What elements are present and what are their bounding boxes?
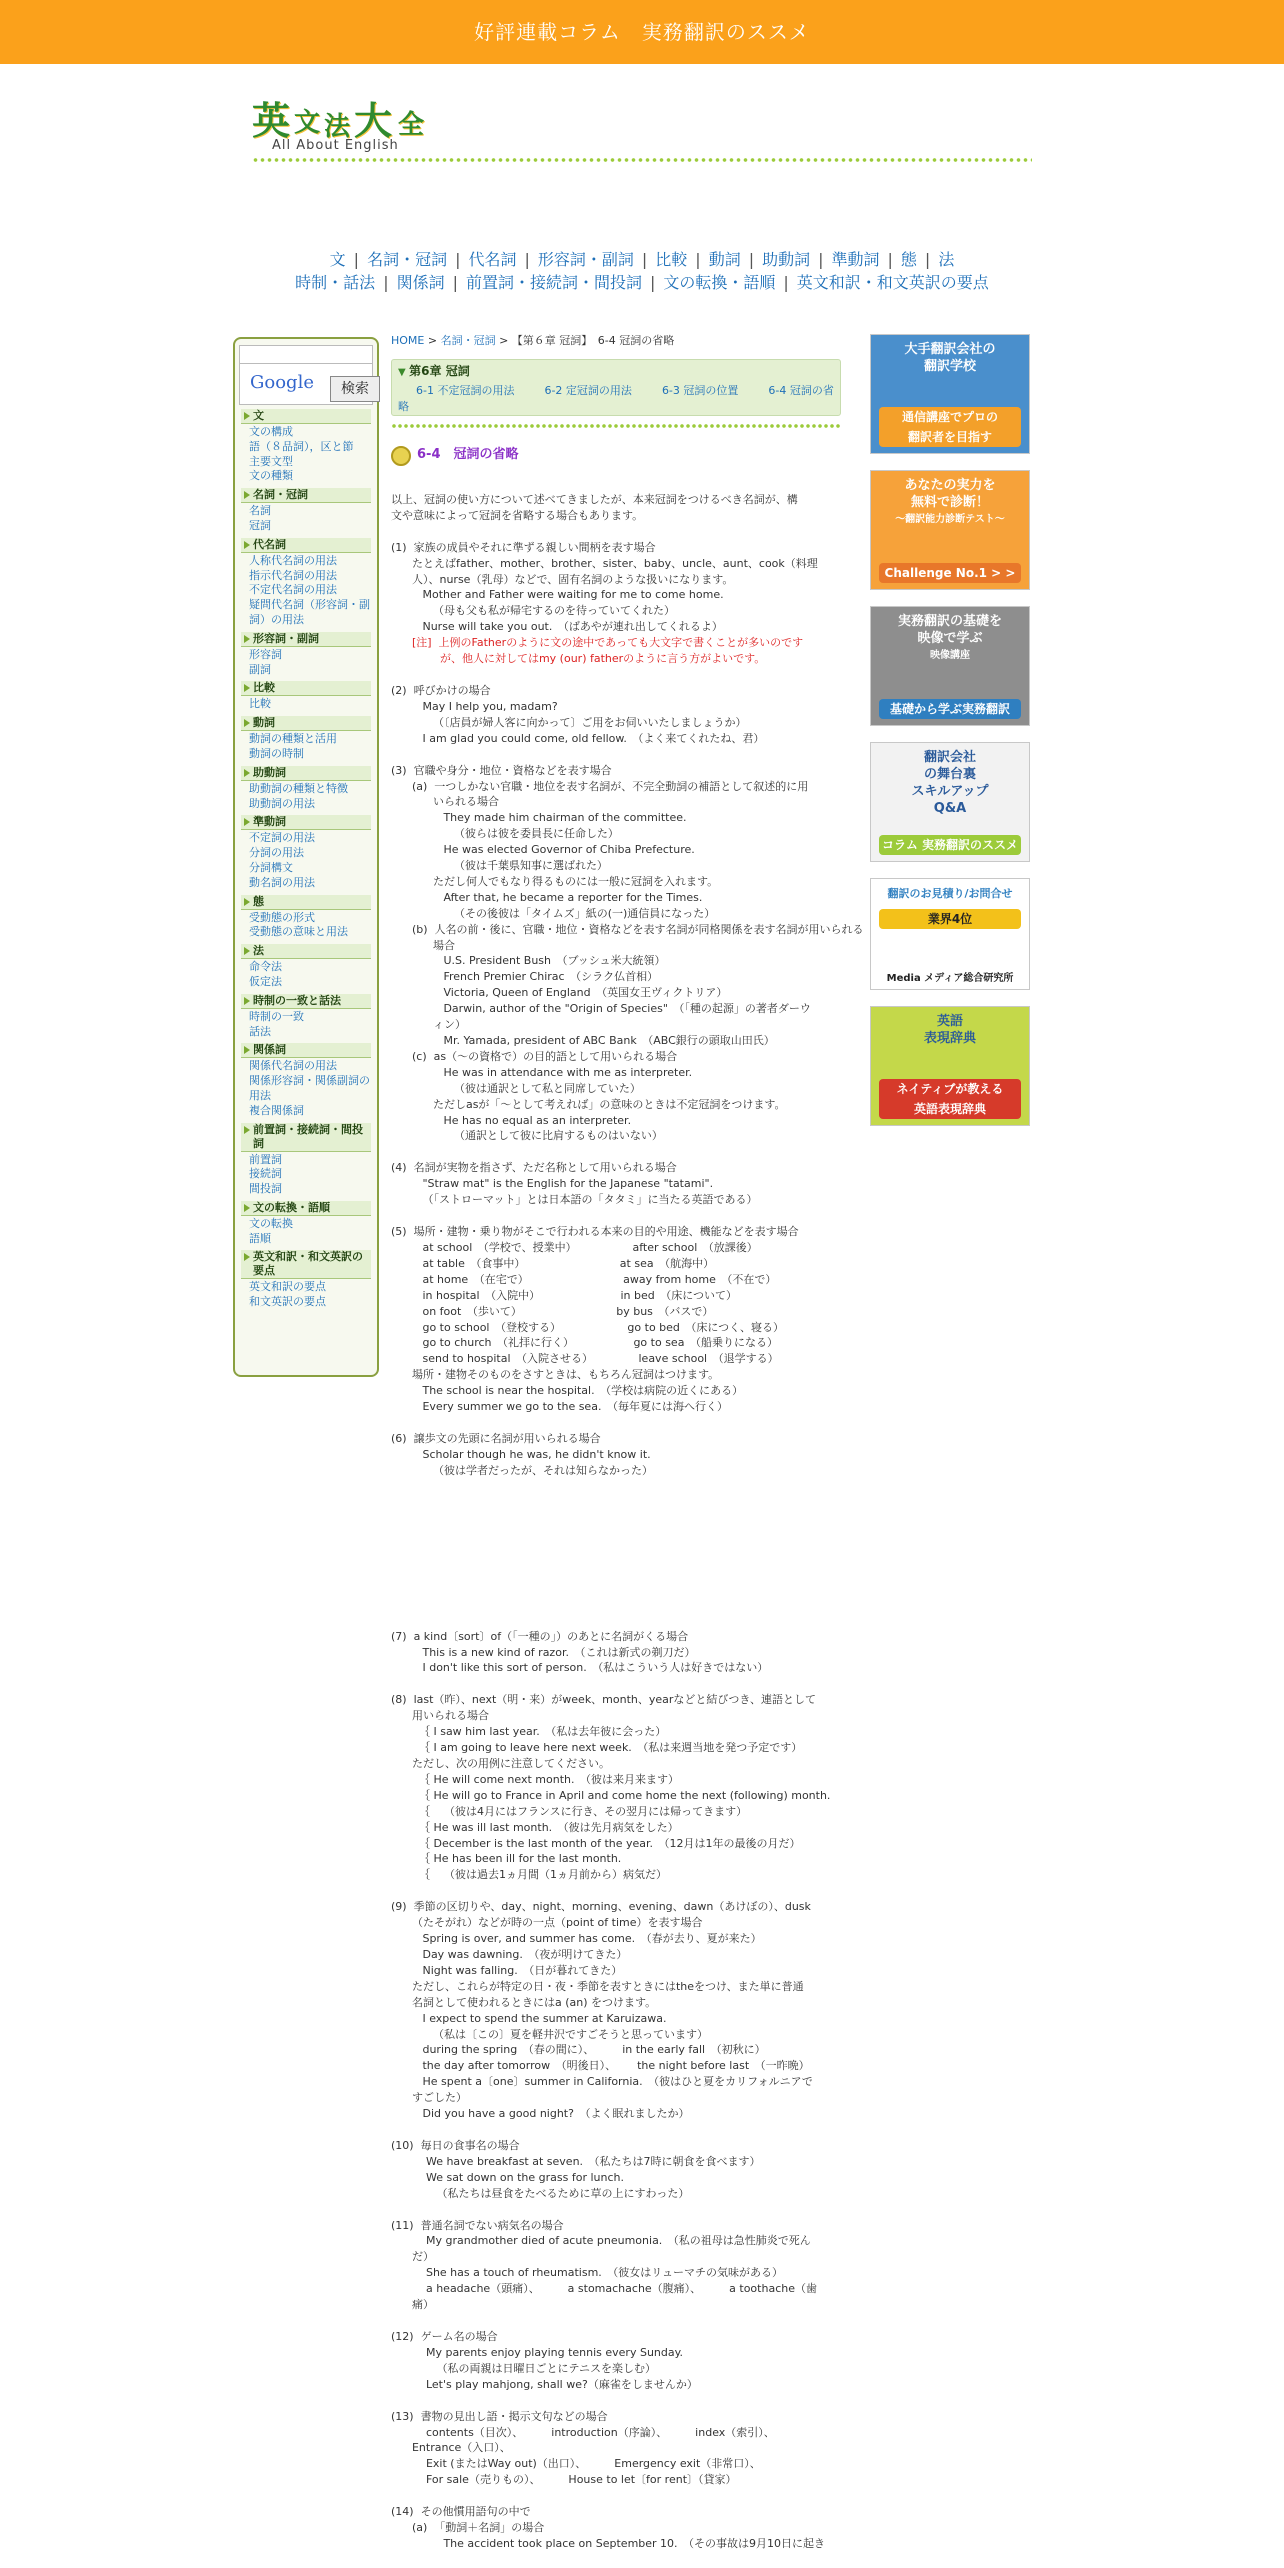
item-12: (12) ゲーム名の場合 My parents enjoy playing tennis every Sunday. （私の両親は日曜日ごとにテニスを楽しむ） Let's play mahjong, shall we?（麻雀をしませんか） (391, 2330, 698, 2391)
nav-link[interactable]: 法 (938, 250, 955, 269)
sidebar-link[interactable]: 形容詞 (249, 647, 282, 661)
sidebar-link[interactable]: 接続詞 (249, 1167, 282, 1181)
sidebar-heading: 代名詞 (241, 538, 371, 553)
nav-link[interactable]: 準動詞 (831, 250, 880, 269)
nav-separator: | (818, 250, 824, 269)
item-13: (13) 書物の見出し語・掲示文句などの場合 contents（目次）、 introduction（序論）、 index（索引）、 Entrance（入口）、 Exit (またはWay out)（出口）、 Emergency exit（非常口）、 For sale（売りもの）、 House to let〔for rent〕（貸家） (391, 2409, 775, 2487)
intro-text: 以上、冠詞の使い方について述べてきましたが、本来冠詞をつけるべき名詞が、構 文や意味によって冠詞を省略する場合もあります。 (391, 492, 798, 522)
nav-separator: | (748, 250, 755, 269)
item-5: (5) 場所・建物・乗り物がそこで行われる本来の目的や用途、機能などを表す場合 at school （学校で、授業中） after school （放課後） at table （食事中） at sea （航海中） at home （在宅で） away from home （不在で） in hospital （入院中） in bed （床について） on foot （歩いて） by bus （バスで） go to school （登校する） go to bed （床につく、寝る） go to church （礼拝に行く） go to sea （船乗りになる） send to hospital （入院させる） leave school （退学する） 場所・建物そのものをさすときは、もちろん冠詞はつけます。 The school is near the hospital. （学校は病院の近くにある） Every summer we go to the sea. （毎年夏には海へ行く） (391, 1225, 799, 1414)
sidebar-link[interactable]: 疑問代名詞（形容詞・副詞）の用法 (249, 598, 370, 626)
ad-caption: 翻訳のお見積り/お問合せ (887, 887, 1013, 900)
nav-link[interactable]: 代名詞 (468, 250, 517, 269)
main-content (391, 330, 864, 2552)
nav-separator: | (353, 250, 360, 269)
chapter-link[interactable]: 6-2 定冠詞の用法 (544, 383, 632, 397)
item-14: (14) その他慣用語句の中で (a) 「動詞＋名詞」の場合 The accident took place on September 10. （その事故は9月10日に起き (391, 2505, 826, 2550)
sidebar-link[interactable]: 語（８品詞），区と節 (249, 439, 354, 453)
ad-banner[interactable] (870, 606, 1030, 726)
sidebar-link[interactable]: 和文英訳の要点 (249, 1295, 326, 1309)
ad-tag: 業界4位 (879, 909, 1021, 929)
sidebar-heading: 文 (241, 409, 371, 424)
ad-banner[interactable] (870, 470, 1030, 590)
ad-column (870, 334, 1032, 1142)
logo-char: 文 (294, 108, 321, 138)
sidebar-link[interactable]: 分詞の用法 (249, 846, 304, 860)
sidebar-heading: 態 (241, 895, 371, 910)
chapter-box (391, 359, 841, 416)
divider (252, 158, 1032, 162)
logo-subtitle: All About English (272, 138, 399, 153)
nav-link[interactable]: 時制・話法 (295, 273, 376, 292)
google-search (239, 345, 373, 405)
nav-separator: | (641, 250, 648, 269)
sidebar-heading: 時制の一致と話法 (241, 994, 371, 1009)
item-1: (1) 家族の成員やそれに準ずる親しい間柄を表す場合 たとえばfather、mother、brother、sister、baby、uncle、aunt、cook（料理 人）、nurse（乳母）などで、固有名詞のような扱いになります。 Mother and Father were waiting for me to come home. （母も父も私が帰宅するのを待っていてくれた） Nurse will take you out. （ばあやが連れ出してくれるよ） (391, 540, 818, 634)
nav-row-1 (150, 248, 1134, 271)
nav-link[interactable]: 態 (900, 250, 917, 269)
ad-banner[interactable] (870, 334, 1030, 454)
sidebar-heading: 比較 (241, 681, 371, 696)
nav-separator: | (924, 250, 931, 269)
ad-caption: あなたの実力を 無料で診断！ (904, 478, 996, 510)
sidebar-link[interactable]: 語順 (249, 1231, 271, 1245)
nav-link[interactable]: 前置詞・接続詞・間投詞 (465, 273, 642, 292)
sidebar-link[interactable]: 複合関係詞 (249, 1103, 304, 1117)
sidebar-link[interactable]: 分詞構文 (249, 860, 293, 874)
nav-link[interactable]: 形容詞・副詞 (537, 250, 634, 269)
sidebar-heading: 名詞・冠詞 (241, 488, 371, 503)
nav-link[interactable]: 文の転換・語順 (663, 273, 776, 292)
item-10: (10) 毎日の食事名の場合 We have breakfast at seven. （私たちは7時に朝食を食べます） We sat down on the grass for lunch. （私たちは昼食をたべるために草の上にすわった） (391, 2138, 761, 2200)
ad-tag: ネイティブが教える 英語表現辞典 (879, 1079, 1021, 1119)
chapter-link[interactable]: 6-4 冠詞の省略 (398, 383, 834, 413)
ad-caption: 英語 表現辞典 (923, 1014, 976, 1046)
sidebar-link[interactable]: 関係代名詞の用法 (249, 1059, 337, 1073)
sidebar-link[interactable]: 英文和訳の要点 (249, 1280, 326, 1294)
nav-link[interactable]: 名詞・冠詞 (367, 250, 448, 269)
nav-link[interactable]: 関係詞 (396, 273, 445, 292)
sidebar-link[interactable]: 副詞 (249, 662, 271, 676)
sidebar-link[interactable]: 冠詞 (249, 518, 271, 532)
sidebar-link[interactable]: 間投詞 (249, 1182, 282, 1196)
nav-separator: | (783, 273, 789, 292)
sidebar-link[interactable]: 動名詞の用法 (249, 875, 315, 889)
logo-char: 大 (354, 98, 393, 143)
divider (391, 424, 841, 428)
sidebar-link[interactable]: 時制の一致 (249, 1009, 304, 1023)
ad-subtext: Media メディア総合研究所 (886, 973, 1014, 984)
sidebar-link[interactable]: 不定詞の用法 (249, 831, 315, 845)
breadcrumb-home[interactable]: HOME (391, 334, 425, 347)
chapter-link[interactable]: 6-3 冠詞の位置 (661, 383, 739, 397)
sidebar-heading: 文の転換・語順 (241, 1201, 371, 1216)
nav-row-2 (150, 271, 1134, 294)
chapter-link[interactable]: 6-1 不定冠詞の用法 (416, 383, 515, 397)
item-11: (11) 普通名詞でない病気名の場合 My grandmother died of acute pneumonia. （私の祖母は急性肺炎で死ん だ） She has a touch of rheumatism. （彼女はリューマチの気味がある） a headache（頭痛）、 a stomachache（腹痛）、 a toothache（歯 痛） (391, 2218, 817, 2312)
item-7: (7) a kind〔sort〕of（「一種の」）のあとに名詞がくる場合 This is a new kind of razor. （これは新式の剃刀だ） I don't like this sort of person. （私はこういう人は好きではない） (391, 1629, 769, 1675)
sidebar-link[interactable]: 比較 (249, 697, 271, 711)
sidebar-link[interactable]: 受動態の意味と用法 (249, 925, 348, 939)
item-9: (9) 季節の区切りや、day、night、morning、evening、dawn（あけぼの）、dusk （たそがれ）などが時の一点（point of time）を表す場合 Spring is over, and summer has come. （春が去り、夏が来た） Day was dawning. （夜が明けてきた） Night was falling. （日が暮れてきた） ただし、これらが特定の日・夜・季節を表すときにはtheをつけ、また単に普通 名詞として使われるときにはa (an) をつけます。 I expect to spend the summer at Karuizawa. （私は〔この〕夏を軽井沢ですごそうと思っています） during the spring （春の間に）、 in the early fall （初秋に） the day after tomorrow （明後日）、 the night before last （一昨晩） He spent a〔one〕summer in California. （彼はひと夏をカリフォルニアで すごした） Did you have a good night? （よく眠れましたか） (391, 1900, 813, 2121)
sidebar-link[interactable]: 助動詞の種類と特徴 (249, 781, 348, 795)
main-nav (150, 248, 1134, 294)
site-logo[interactable] (252, 90, 452, 154)
nav-link[interactable]: 英文和訳・和文英訳の要点 (796, 273, 989, 292)
sidebar-link[interactable]: 動詞の時制 (249, 746, 304, 760)
sidebar-heading: 前置詞・接続詞・間投詞 (241, 1123, 371, 1152)
top-banner[interactable]: 好評連載コラム 実務翻訳のススメ (0, 0, 1284, 64)
chapter-links (398, 383, 834, 415)
sidebar-link[interactable]: 話法 (249, 1024, 271, 1038)
nav-separator: | (524, 250, 530, 269)
ad-banner[interactable] (870, 878, 1030, 990)
nav-separator: | (452, 273, 458, 292)
nav-link[interactable]: 助動詞 (762, 250, 811, 269)
item-6: (6) 譲歩文の先頭に名詞が用いられる場合 Scholar though he was, he didn't know it. （彼は学者だったが、それは知らなかった） (391, 1431, 653, 1477)
nav-separator: | (650, 273, 656, 292)
logo-char: 全 (398, 110, 425, 140)
sidebar-link[interactable]: 動詞の種類と活用 (249, 732, 337, 746)
chapter-title: ▼ 第6章 冠詞 (398, 364, 834, 381)
sidebar-link[interactable]: 人称代名詞の用法 (249, 553, 337, 567)
google-logo: Google (250, 372, 314, 393)
breadcrumb-sep: > (424, 334, 441, 347)
item-3: (3) 官職や身分・地位・資格などを表す場合 (a) 一つしかない官職・地位を表す名詞が、不完全動詞の補語として叙述的に用 いられる場合 They made him chairman of the committee. （彼らは彼を委員長に任命した） He was elected Governor of Chiba Prefecture. （彼は千葉県知事に選ばれた） ただし何人でもなり得るものには一般に冠詞を入れます。 After that, he became a reporter for the Times. （その後彼は「タイムズ」紙の(一)通信員になった） (b) 人名の前・後に、官職・地位・資格などを表す名詞が同格関係を表す名詞が用いられる 場合 U.S. President Bush （ブッシュ米大統領） French Premier Chirac （シラク仏首相） Victoria, Queen of England （英国女王ヴィクトリア） Darwin, author of the "Origin of Species" （「種の起源」の著者ダーウ ィン） Mr. Yamada, president of ABC Bank （ABC銀行の頭取山田氏） (c) as（～の資格で）の目的語として用いられる場合 He was in attendance with me as interpreter. （彼は通訳として私と同席していた） ただしasが「～として考えれば」の意味のときは不定冠詞をつけます。 He has no equal as an interpreter. （通訳として彼に比肩するものはいない） (391, 763, 864, 1143)
ad-caption: 実務翻訳の基礎を 映像で学ぶ (897, 614, 1002, 646)
sidebar-link[interactable]: 不定代名詞の用法 (249, 583, 337, 597)
breadcrumb-current: > 【第６章 冠詞】 6-4 冠詞の省略 (495, 334, 675, 347)
sidebar-link[interactable]: 受動態の形式 (249, 910, 315, 924)
sidebar-link[interactable]: 助動詞の用法 (249, 796, 315, 810)
nav-separator: | (887, 250, 893, 269)
sidebar-link[interactable]: 主要文型 (249, 454, 293, 468)
section-title: 6-4 冠詞の省略 (391, 446, 841, 464)
nav-link[interactable]: 比較 (655, 250, 688, 269)
sidebar-link[interactable]: 前置詞 (249, 1152, 282, 1166)
item-1-note: [注] 上例のFatherのように文の途中であっても大文字で書くことが多いのです が、他人に対してはmy (our) fatherのように言う方がよいです。 (411, 636, 804, 666)
sidebar-link[interactable]: 文の転換 (249, 1216, 293, 1230)
nav-separator: | (695, 250, 701, 269)
sidebar-link[interactable]: 指示代名詞の用法 (249, 568, 337, 582)
ad-banner[interactable] (870, 1006, 1030, 1126)
nav-link[interactable]: 動詞 (708, 250, 741, 269)
sidebar-heading: 形容詞・副詞 (241, 632, 371, 647)
item-8: (8) last（昨）、next（明・来）がweek、month、yearなどと結びつき、連語として 用いられる場合 ｛ I saw him last year. （私は去年彼に会った） ｛ I am going to leave here next week. （私は来週当地を発つ予定です） ただし、次の用例に注意してください。 ｛ He will come next month. （彼は来月来ます） ｛ He will go to France in April and come home the next (following) month. ｛ （彼は4月にはフランスに行き、その翌月には帰ってきます） ｛ He was ill last month. （彼は先月病気をした） ｛ December is the last month of the year. （12月は1年の最後の月だ） ｛ He has been ill for the last month. ｛ （彼は過去1ヵ月間（1ヵ月前から）病気だ） (391, 1693, 831, 1882)
sidebar-heading: 助動詞 (241, 766, 371, 781)
ad-tag: 基礎から学ぶ実務翻訳 (879, 699, 1021, 719)
sidebar-heading: 英文和訳・和文英訳の要点 (241, 1250, 371, 1279)
logo-char: 法 (324, 112, 351, 142)
nav-separator: | (455, 250, 461, 269)
nav-link[interactable]: 文 (329, 250, 346, 269)
sidebar (233, 337, 379, 1377)
sidebar-heading: 動詞 (241, 716, 371, 731)
item-2: (2) 呼びかけの場合 May I help you, madam? （〔店員が婦人客に向かって〕ご用をお伺いいたしましょうか） I am glad you could come, old fellow. （よく来てくれたね、君） (391, 683, 765, 745)
ad-subtext: 映像講座 (930, 650, 970, 661)
breadcrumb (391, 333, 841, 349)
sidebar-heading: 関係詞 (241, 1043, 371, 1058)
item-4: (4) 名詞が実物を指さず、ただ名称として用いられる場合 "Straw mat" is the English for the Japanese "tatami". （「ストローマット」とは日本語の「タタミ」に当たる英語である） (391, 1161, 758, 1207)
ad-tag: 通信講座でプロの 翻訳者を目指す (879, 407, 1021, 447)
search-button[interactable]: 検索 (330, 376, 380, 402)
breadcrumb-category[interactable]: 名詞・冠詞 (440, 334, 496, 347)
sidebar-link[interactable]: 文の構成 (249, 425, 293, 438)
sidebar-link[interactable]: 名詞 (249, 504, 271, 518)
sidebar-link[interactable]: 命令法 (249, 960, 282, 974)
ad-tag: Challenge No.1 > > (879, 563, 1021, 583)
sidebar-link[interactable]: 文の種類 (249, 469, 293, 483)
ad-subtext: 〜翻訳能力診断テスト〜 (895, 514, 1005, 525)
sidebar-list (235, 409, 377, 1310)
search-input[interactable] (240, 346, 372, 364)
ad-caption: 大手翻訳会社の 翻訳学校 (904, 342, 996, 374)
ad-tag: コラム 実務翻訳のススメ (879, 835, 1021, 855)
ad-caption: 翻訳会社 の舞台裏 スキルアップ Q&A (911, 750, 989, 816)
sidebar-link[interactable]: 仮定法 (249, 974, 282, 988)
ad-banner[interactable] (870, 742, 1030, 862)
sidebar-heading: 法 (241, 944, 371, 959)
logo-char: 英 (252, 98, 291, 143)
nav-separator: | (383, 273, 389, 292)
sidebar-link[interactable]: 関係形容詞・関係副詞の用法 (249, 1074, 370, 1102)
sidebar-heading: 準動詞 (241, 815, 371, 830)
